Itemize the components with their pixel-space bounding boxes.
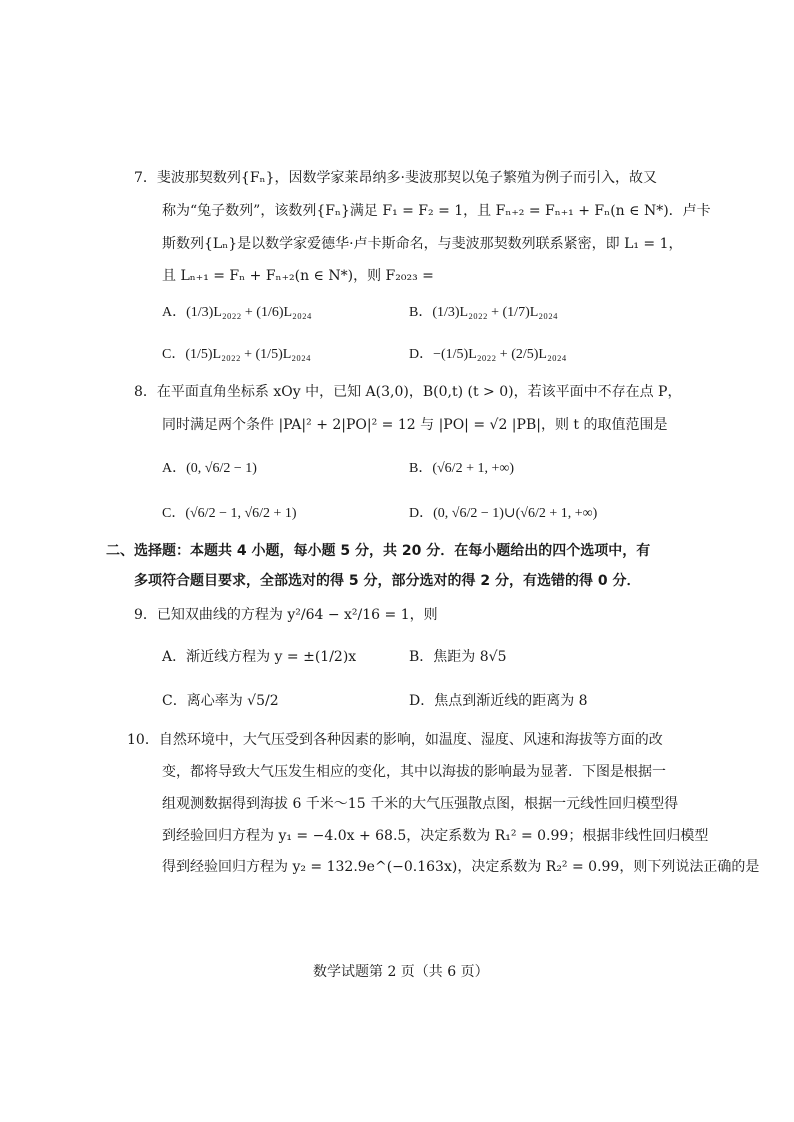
- q7-option-a: A．(1/3)L₂₀₂₂ + (1/6)L₂₀₂₄: [162, 305, 312, 320]
- q10-line3: 组观测数据得到海拔 6 千米～15 千米的大气压强散点图，根据一元线性回归模型得: [162, 796, 679, 812]
- section2-heading-line2: 多项符合题目要求，全部选对的得 5 分，部分选对的得 2 分，有选错的得 0 分．: [134, 573, 641, 589]
- q8-line2: 同时满足两个条件 |PA|² + 2|PO|² = 12 与 |PO| = √2 |PB|，则 t 的取值范围是: [162, 417, 668, 433]
- q10-line2: 变，都将导致大气压发生相应的变化，其中以海拔的影响最为显著．下图是根据一: [162, 764, 666, 780]
- q8-option-c: C．(√6/2 − 1, √6/2 + 1): [162, 506, 297, 521]
- section2-heading-line1: 二、选择题：本题共 4 小题，每小题 5 分，共 20 分．在每小题给出的四个选项中，有: [106, 543, 651, 559]
- q9-option-d: D．焦点到渐近线的距离为 8: [409, 693, 588, 709]
- q8-option-a: A．(0, √6/2 − 1): [162, 461, 257, 476]
- q9-line1: 9．已知双曲线的方程为 y²/64 − x²/16 = 1，则: [134, 607, 438, 623]
- q7-line1: 7．斐波那契数列{Fₙ}，因数学家莱昂纳多·斐波那契以兔子繁殖为例子而引入，故又: [134, 170, 657, 186]
- q7-line4: 且 Lₙ₊₁ = Fₙ + Fₙ₊₂(n ∈ N*)，则 F₂₀₂₃ =: [162, 268, 434, 284]
- q7-option-d: D．−(1/5)L₂₀₂₂ + (2/5)L₂₀₂₄: [409, 347, 567, 362]
- page-footer: 数学试题第 2 页（共 6 页）: [313, 964, 489, 980]
- q8-option-d: D．(0, √6/2 − 1)∪(√6/2 + 1, +∞): [409, 506, 598, 521]
- q10-line1: 10．自然环境中，大气压受到各种因素的影响，如温度、湿度、风速和海拔等方面的改: [127, 732, 663, 748]
- q8-option-b: B．(√6/2 + 1, +∞): [409, 461, 515, 476]
- q10-line4: 到经验回归方程为 y₁ = −4.0x + 68.5，决定系数为 R₁² = 0.99；根据非线性回归模型: [162, 828, 709, 844]
- q8-line1: 8．在平面直角坐标系 xOy 中，已知 A(3,0)，B(0,t) (t > 0)，若该平面中不存在点 P，: [134, 384, 682, 400]
- q7-line2: 称为“兔子数列”，该数列{Fₙ}满足 F₁ = F₂ = 1，且 Fₙ₊₂ = Fₙ₊₁ + Fₙ(n ∈ N*)．卢卡: [162, 203, 711, 219]
- q9-option-a: A．渐近线方程为 y = ±(1/2)x: [162, 649, 357, 665]
- q10-line5: 得到经验回归方程为 y₂ = 132.9e^(−0.163x)，决定系数为 R₂² = 0.99，则下列说法正确的是: [162, 859, 760, 875]
- q7-option-c: C．(1/5)L₂₀₂₂ + (1/5)L₂₀₂₄: [162, 347, 311, 362]
- q9-option-c: C．离心率为 √5/2: [162, 693, 279, 709]
- q7-line3: 斯数列{Lₙ}是以数学家爱德华·卢卡斯命名，与斐波那契数列联系紧密，即 L₁ = 1，: [162, 236, 683, 252]
- q9-option-b: B．焦距为 8√5: [409, 649, 507, 665]
- q7-option-b: B．(1/3)L₂₀₂₂ + (1/7)L₂₀₂₄: [409, 305, 558, 320]
